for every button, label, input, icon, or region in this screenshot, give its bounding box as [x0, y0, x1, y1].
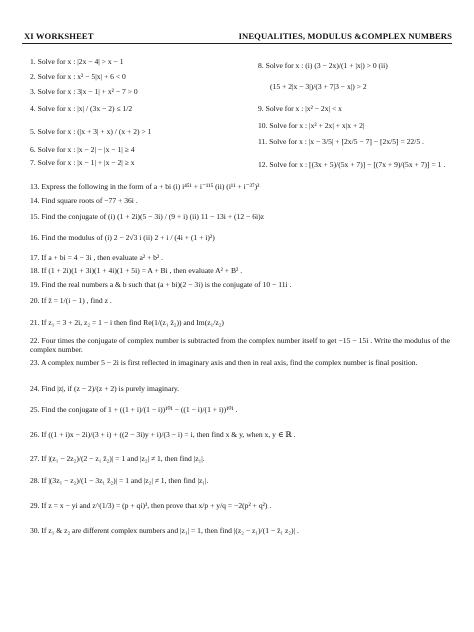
- question-15: 15. Find the conjugate of (i) (1 + 2i)(5 − 3i) / (9 + i) (ii) 11 − 13i + (12 − 6i)z: [30, 212, 265, 221]
- question-25: 25. Find the conjugate of 1 + ((1 + i)/(1 − i))¹⁰¹ − ((1 − i)/(1 + i))¹⁰¹ .: [30, 405, 238, 414]
- question-21: 21. If z₁ = 3 + 2i, z₂ = 1 − i then find Re(1/(z₁ z̄₂)) and Im(z₁/z₂): [30, 318, 224, 327]
- question-24: 24. Find |z|, if (z − 2)/(z + 2) is purely imaginary.: [30, 384, 180, 393]
- question-11: 11. Solve for x : |x − 3/5| + [2x/5 − 7] − [2x/5] = 22/5 .: [258, 137, 424, 146]
- question-17: 17. If a + bi = 4 − 3i , then evaluate a² + b² .: [30, 253, 164, 262]
- header-divider: [22, 43, 452, 44]
- question-28: 28. If |(3z₁ − z₂)/(1 − 3z₁ z̄₂)| = 1 and |z₂| ≠ 1, then find |z₁|.: [30, 476, 209, 485]
- question-1: 1. Solve for x : |2x − 4| > x − 1: [30, 57, 124, 66]
- question-4: 4. Solve for x : |x| / (3x − 2) ≤ 1/2: [30, 104, 133, 113]
- question-20: 20. If z̄ = 1/(i − 1) , find z .: [30, 296, 112, 305]
- worksheet-topic: INEQUALITIES, MODULUS &COMPLEX NUMBERS: [238, 31, 452, 41]
- question-18: 18. If (1 + 2i)(1 + 3i)(1 + 4i)(1 + 5i) = A + Bi , then evaluate A² + B² .: [30, 266, 243, 275]
- question-10: 10. Solve for x : |x² + 2x| + x|x + 2|: [258, 121, 365, 130]
- worksheet-title: XI WORKSHEET: [24, 31, 94, 41]
- question-14: 14. Find square roots of −77 + 36i .: [30, 196, 138, 205]
- question-19: 19. Find the real numbers a & b such that (a + bi)(2 − 3i) is the conjugate of 10 − 11i .: [30, 280, 292, 289]
- question-29: 29. If z = x − yi and z^(1/3) = (p + qi)³, then prove that x/p + y/q = −2(p² + q²) .: [30, 501, 272, 510]
- question-9: 9. Solve for x : |x² − 2x| < x: [258, 104, 342, 113]
- question-7: 7. Solve for x : |x − 1| + |x − 2| ≥ x: [30, 158, 135, 167]
- question-6: 6. Solve for x : |x − 2| − |x − 1| ≥ 4: [30, 145, 135, 154]
- question-5: 5. Solve for x : (|x + 3| + x) / (x + 2) > 1: [30, 127, 152, 136]
- question-23: 23. A complex number 5 − 2i is first reflected in imaginary axis and then in real axis, find the complex number is final position.: [30, 358, 418, 367]
- question-26: 26. If ((1 + i)x − 2i)/(3 + i) + ((2 − 3i)y + i)/(3 − i) = i, then find x & y, when x, y ∈ ℝ .: [30, 430, 296, 439]
- question-22: 22. Four times the conjugate of complex number is subtracted from the complex number itself to get −15 − 15i . Write the modulus of the complex number.: [30, 336, 450, 354]
- question-30: 30. If z₁ & z₂ are different complex numbers and |z₁| = 1, then find |(z₂ − z₁)/(1 − z̄₁ z₂)| .: [30, 526, 299, 535]
- question-8: 8. Solve for x : (i) (3 − 2x)/(1 + |x|) > 0 (ii): [258, 61, 388, 70]
- question-8-part-ii: (15 + 2|x − 3|)/(3 + 7|3 − x|) > 2: [270, 82, 367, 91]
- question-12: 12. Solve for x : [(3x + 5)/(5x + 7)] − [(7x + 9)/(5x + 7)] = 1 .: [258, 160, 446, 169]
- question-16: 16. Find the modulus of (i) 2 − 2√3 i (ii) 2 + i / (4i + (1 + i)²): [30, 233, 215, 242]
- question-2: 2. Solve for x : x² − 5|x| + 6 < 0: [30, 72, 126, 81]
- question-3: 3. Solve for x : 3|x − 1| + x² − 7 > 0: [30, 87, 138, 96]
- question-13: 13. Express the following in the form of a + bi (i) i⁴⁵¹ + i⁻¹¹⁵ (ii) (i¹¹ + i⁻³⁷)³: [30, 182, 260, 191]
- question-27: 27. If |(z₁ − 2z₂)/(2 − z₁ z̄₂)| = 1 and |z₂| ≠ 1, then find |z₁|.: [30, 454, 205, 463]
